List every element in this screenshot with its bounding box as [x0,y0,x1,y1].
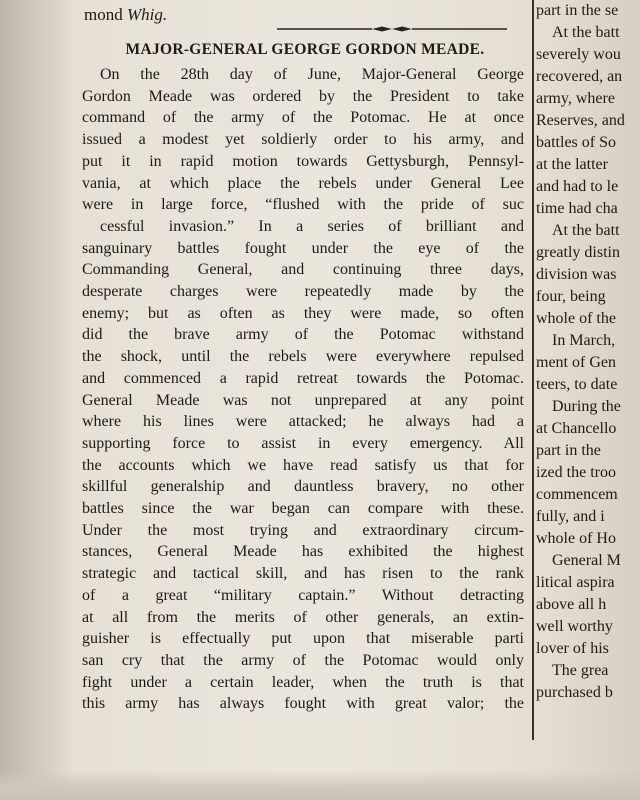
article-line: skillful generalship and dauntless bravery, no other [82,478,524,496]
adjacent-column-line: commencem [536,486,618,503]
adjacent-column-line: Reserves, and [536,112,625,129]
article-line: issued a modest yet soldierly order to his army, and [82,131,524,149]
article-headline: MAJOR-GENERAL GEORGE GORDON MEADE. [125,41,485,58]
adjacent-column-line: above all h [536,596,607,613]
article-line: did the brave army of the Potomac withstand [82,326,524,344]
article-line: stances, General Meade has exhibited the highest [82,543,524,561]
adjacent-column-line: part in the se [536,2,619,19]
column-rule [532,0,534,740]
adjacent-column-line: whole of the [536,310,616,327]
article-line: Gordon Meade was ordered by the President to take [82,87,524,105]
previous-article-fragment [84,2,528,28]
adjacent-column-line: fully, and i [536,508,605,525]
article-line: fight under a certain leader, when the truth is that [82,673,524,691]
article-line: put it in rapid motion towards Gettysburgh, Pennsyl- [82,152,524,170]
article-line: cessful invasion.” In a series of brilliant and [100,217,524,235]
article-line: of a great “military captain.” Without detracting [82,586,524,604]
article-line: desperate charges were repeatedly made by the [82,283,524,301]
section-divider-ornament [277,26,507,32]
adjacent-column-line: division was [536,266,617,283]
article-line: General Meade was not unprepared at any point [82,391,524,409]
article-line: supporting force to assist in every emergency. All [82,434,524,452]
adjacent-column-line: part in the [536,442,601,459]
article-line: the accounts which we have read satisfy us that for [82,456,524,474]
adjacent-column-line: battles of So [536,134,616,151]
article-line: san cry that the army of the Potomac would only [82,651,524,669]
page-fold-shadow [0,0,70,800]
article-line: Under the most trying and extraordinary circum- [82,521,524,539]
page-bottom-edge [0,770,640,800]
adjacent-column-line: The grea [552,662,609,679]
article-body [82,64,524,715]
article-line: vania, at which place the rebels under General Lee [82,174,524,192]
article-line: battles since the war began can compare with these. [82,500,524,518]
main-column [82,0,528,713]
adjacent-column-line: severely wou [536,46,621,63]
article-line: strategic and tactical skill, and has risen to the rank [82,565,524,583]
adjacent-column-line: General M [552,552,621,569]
adjacent-column-line: lover of his [536,640,609,657]
adjacent-column-line: purchased b [536,684,613,701]
adjacent-column-line: at Chancello [536,420,617,437]
article-line: guisher is effectually put upon that miserable parti [82,630,524,648]
adjacent-column-line: In March, [552,332,616,349]
article-line: enemy; but as often as they were made, so often [82,304,524,322]
adjacent-column-line: ized the troo [536,464,616,481]
article-line: Commanding General, and continuing three days, [82,261,524,279]
adjacent-column-line: ment of Gen [536,354,616,371]
adjacent-column-line: teers, to date [536,376,618,393]
adjacent-column-line: At the batt [552,222,620,239]
adjacent-column-line: army, where [536,90,615,107]
adjacent-column-line: well worthy [536,618,613,635]
adjacent-column-line: At the batt [552,24,620,41]
adjacent-column-line: time had cha [536,200,618,217]
article-line: sanguinary battles fought under the eye of the [82,239,524,257]
article-line: were in large force, “flushed with the pride of suc [82,196,524,214]
adjacent-column-line: litical aspira [536,574,615,591]
adjacent-column-line: greatly distin [536,244,620,261]
adjacent-column-line: whole of Ho [536,530,616,547]
article-line: and commenced a rapid retreat towards the Potomac. [82,369,524,387]
adjacent-column [536,0,640,704]
article-line: at all from the merits of other generals, an extin- [82,608,524,626]
article-line: command of the army of the Potomac. He at once [82,109,524,127]
adjacent-column-line: at the latter [536,156,608,173]
article-line: where his lines were attacked; he always had a [82,413,524,431]
article-line: On the 28th day of June, Major-General George [100,66,524,83]
previous-article-source: Whig. [126,5,168,24]
article-line: the shock, until the rebels were everywhere repulsed [82,348,524,366]
previous-article-text: mond [84,5,123,24]
adjacent-column-line: and had to le [536,178,619,195]
adjacent-column-line: During the [552,398,621,415]
adjacent-column-line: recovered, an [536,68,623,85]
adjacent-column-line: four, being [536,288,606,305]
article-line: this army has always fought with great valor; the [82,695,524,713]
